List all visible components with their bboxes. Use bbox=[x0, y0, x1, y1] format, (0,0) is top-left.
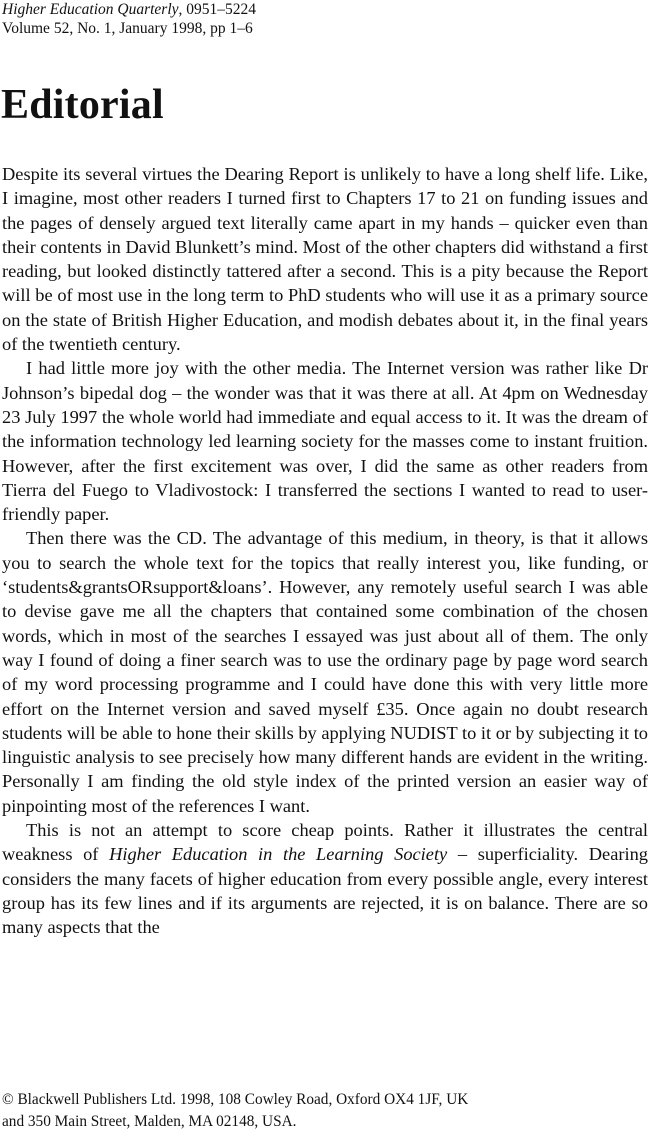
paragraph-4 bbox=[2, 818, 648, 939]
paragraph-1: Despite its several virtues the Dearing Report is unlikely to have a long shelf life. Like, I imagine, most other readers I turned first to Chapters 17 to 21 on funding issues and the pages of densely argued text literally came apart in my hands – quicker even than their contents in David Blunkett’s mind. Most of the other chapters did withstand a first reading, but looked distinctly tattered after a second. This is a pity because the Report will be of most use in the long term to PhD students who will use it as a primary source on the state of British Higher Education, and modish debates about it, in the final years of the twentieth century. bbox=[2, 164, 648, 355]
paragraph-2: I had little more joy with the other media. The Internet version was rather like Dr Johnson’s bipedal dog – the wonder was that it was there at all. At 4pm on Wednesday 23 July 1997 the whole world had immediate and equal access to it. It was the dream of the information technology led learning society for the masses come to instant fruition. However, after the first excitement was over, I did the same as other readers from Tierra del Fuego to Vladivostock: I transferred the sections I wanted to read to user-friendly paper. bbox=[2, 358, 648, 525]
running-header bbox=[2, 0, 256, 38]
article-body bbox=[2, 162, 648, 940]
report-title-italic: Higher Education in the Learning Society bbox=[109, 844, 448, 865]
journal-title: Higher Education Quarterly bbox=[2, 1, 179, 18]
paragraph-4-end: – superficiality. Dearing considers the many facets of higher education from every possible angle, every interest group has its few lines and if its arguments are rejected, it is on balance. There are so many aspects that the bbox=[2, 844, 648, 938]
copyright-line-1: © Blackwell Publishers Ltd. 1998, 108 Cowley Road, Oxford OX4 1JF, UK bbox=[2, 1091, 469, 1108]
journal-line bbox=[2, 0, 256, 19]
volume-line: Volume 52, No. 1, January 1998, pp 1–6 bbox=[2, 20, 253, 37]
paragraph-4-start: This is not an attempt to score cheap points. Rather it illustrates the central weakness of bbox=[2, 820, 648, 865]
copyright-footer bbox=[2, 1089, 468, 1133]
copyright-line-2: and 350 Main Street, Malden, MA 02148, USA. bbox=[2, 1113, 297, 1130]
paragraph-3: Then there was the CD. The advantage of this medium, in theory, is that it allows you to search the whole text for the topics that really interest you, like funding, or ‘students&grantsORsupport&loans’. However, any remotely useful search I was able to devise gave me all the chapters that contained some combination of the chosen words, which in most of the searches I essayed was just about all of them. The only way I found of doing a finer search was to use the ordinary page by page word search of my word processing programme and I could have done this with very little more effort on the Internet version and saved myself £35. Once again no doubt research students will be able to hone their skills by applying NUDIST to it or by subjecting it to linguistic analysis to see precisely how many different hands are evident in the writing. Personally I am finding the old style index of the printed version an easier way of pinpointing most of the references I want. bbox=[2, 528, 648, 816]
page-title: Editorial bbox=[1, 82, 164, 128]
journal-issn: , 0951–5224 bbox=[178, 1, 257, 18]
